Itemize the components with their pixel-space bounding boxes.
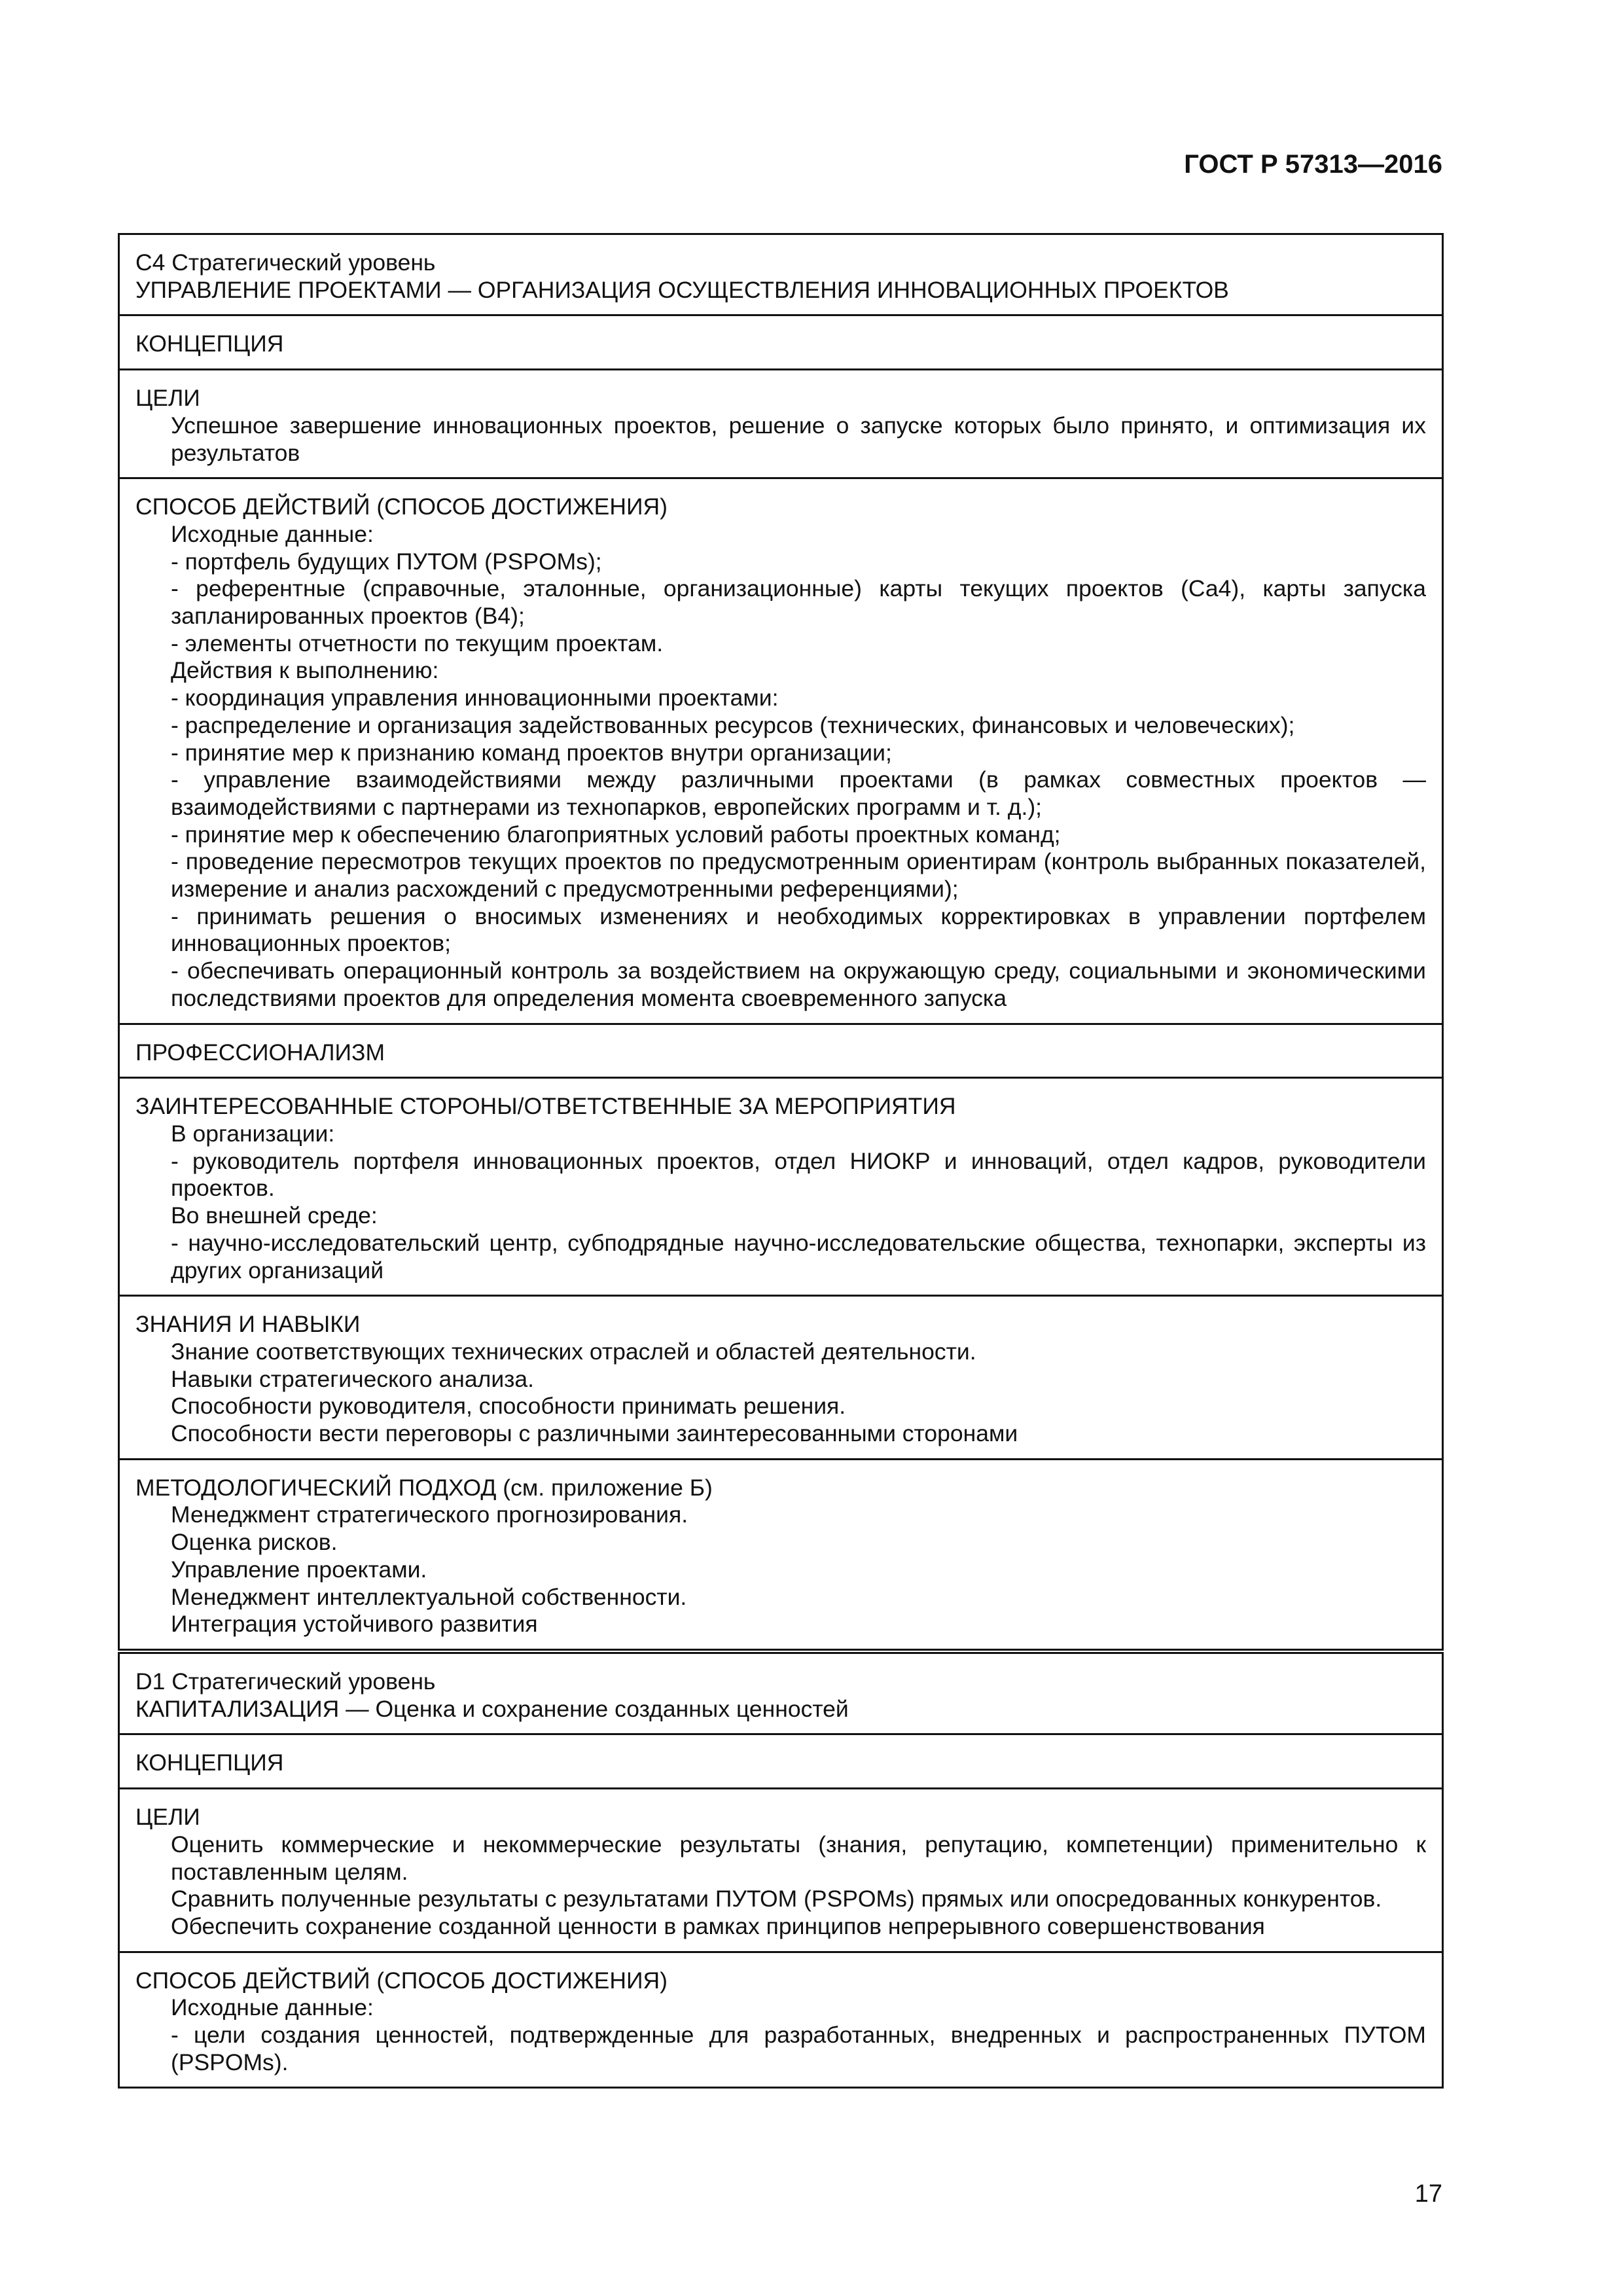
professionalism-heading: ПРОФЕССИОНАЛИЗМ [135,1039,385,1066]
knowledge-cell [120,1297,1442,1460]
methodology-heading: МЕТОДОЛОГИЧЕСКИЙ ПОДХОД (см. приложение Б) [135,1474,713,1501]
method-heading: СПОСОБ ДЕЙСТВИЙ (СПОСОБ ДОСТИЖЕНИЯ) [135,1967,668,1994]
list-item: Управление проектами. [171,1556,427,1583]
method-cell [120,1953,1442,2087]
list-item: - координация управления инновационными проектами: [171,685,779,711]
actions-label: Действия к выполнению: [171,657,439,684]
list-item: - принятие мер к обеспечению благоприятных условий работы проектных команд; [171,821,1061,848]
table-title-cell [120,1654,1442,1735]
list-item: - элементы отчетности по текущим проектам. [171,630,664,656]
list-item: - проведение пересмотров текущих проектов по предусмотренным ориентирам (контроль выбранных показателей, измерение и анализ расхождений с предусмотренными референциями); [171,848,1426,903]
table-level-label: D1 Стратегический уровень [135,1668,436,1695]
concept-cell [120,1735,1442,1789]
input-data-label: Исходные данные: [171,520,374,547]
method-cell [120,479,1442,1024]
list-item: Менеджмент интеллектуальной собственности. [171,1583,687,1610]
list-item: - принятие мер к признанию команд проектов внутри организации; [171,739,892,766]
list-item: Интеграция устойчивого развития [171,1611,538,1638]
goals-text: Успешное завершение инновационных проектов, решение о запуске которых было принято, и оптимизация их результатов [171,412,1426,466]
table-title-cell [120,235,1442,316]
external-label: Во внешней среде: [171,1202,378,1229]
professionalism-cell [120,1025,1442,1079]
list-item: - научно-исследовательский центр, субподрядные научно-исследовательские общества, технопарки, эксперты из других организаций [171,1229,1426,1283]
page-number: 17 [1414,2180,1442,2208]
list-item: Способности вести переговоры с различными заинтересованными сторонами [171,1420,1018,1447]
list-item: Навыки стратегического анализа. [171,1365,535,1392]
input-data-label: Исходные данные: [171,1994,374,2021]
list-item: Сравнить полученные результаты с результатами ПУТОМ (PSPOMs) прямых или опосредованных конкурентов. [171,1886,1382,1912]
list-item: - референтные (справочные, эталонные, организационные) карты текущих проектов (Са4), карты запуска запланированных проектов (В4); [171,575,1426,630]
knowledge-heading: ЗНАНИЯ И НАВЫКИ [135,1311,361,1338]
goals-cell [120,370,1442,479]
list-item: Менеджмент стратегического прогнозирования. [171,1501,688,1528]
standard-number: ГОСТ Р 57313—2016 [1184,150,1442,179]
table-title: УПРАВЛЕНИЕ ПРОЕКТАМИ — ОРГАНИЗАЦИЯ ОСУЩЕСТВЛЕНИЯ ИННОВАЦИОННЫХ ПРОЕКТОВ [135,276,1229,303]
list-item: Знание соответствующих технических отраслей и областей деятельности. [171,1338,976,1365]
table-level-label: С4 Стратегический уровень [135,249,436,276]
list-item: - управление взаимодействиями между различными проектами (в рамках совместных проектов — взаимодействиями с партнерами из технопарков, европейских программ и т. д.); [171,766,1426,820]
table-title: КАПИТАЛИЗАЦИЯ — Оценка и сохранение созданных ценностей [135,1695,849,1722]
list-item: - распределение и организация задействованных ресурсов (технических, финансовых и человеческих); [171,711,1295,738]
list-item: Обеспечить сохранение созданной ценности в рамках принципов непрерывного совершенствования [171,1912,1265,1939]
concept-heading: КОНЦЕПЦИЯ [135,1749,284,1776]
table-c4-strategic-level [118,233,1444,1651]
list-item: Способности руководителя, способности принимать решения. [171,1393,846,1420]
stakeholders-heading: ЗАИНТЕРЕСОВАННЫЕ СТОРОНЫ/ОТВЕТСТВЕННЫЕ ЗА МЕРОПРИЯТИЯ [135,1093,956,1120]
list-item: - руководитель портфеля инновационных проектов, отдел НИОКР и инноваций, отдел кадров, руководители проектов. [171,1147,1426,1202]
table-d1-strategic-level [118,1652,1444,2089]
list-item: - принимать решения о вносимых изменениях и необходимых корректировках в управлении портфелем инновационных проектов; [171,903,1426,957]
list-item: Оценка рисков. [171,1529,338,1556]
list-item: - обеспечивать операционный контроль за воздействием на окружающую среду, социальными и экономическими последствиями проектов для определения момента своевременного запуска [171,958,1426,1011]
goals-heading: ЦЕЛИ [135,385,200,412]
concept-cell [120,316,1442,370]
list-item: Оценить коммерческие и некоммерческие результаты (знания, репутацию, компетенции) применительно к поставленным целям. [171,1831,1426,1885]
concept-heading: КОНЦЕПЦИЯ [135,331,284,357]
list-item: - цели создания ценностей, подтвержденные для разработанных, внедренных и распространенных ПУТОМ (PSPOMs). [171,2022,1426,2075]
goals-cell [120,1789,1442,1953]
goals-heading: ЦЕЛИ [135,1804,200,1831]
method-heading: СПОСОБ ДЕЙСТВИЙ (СПОСОБ ДОСТИЖЕНИЯ) [135,493,668,520]
internal-label: В организации: [171,1120,335,1147]
methodology-cell [120,1460,1442,1649]
stakeholders-cell [120,1079,1442,1297]
list-item: - портфель будущих ПУТОМ (PSPOMs); [171,548,602,575]
